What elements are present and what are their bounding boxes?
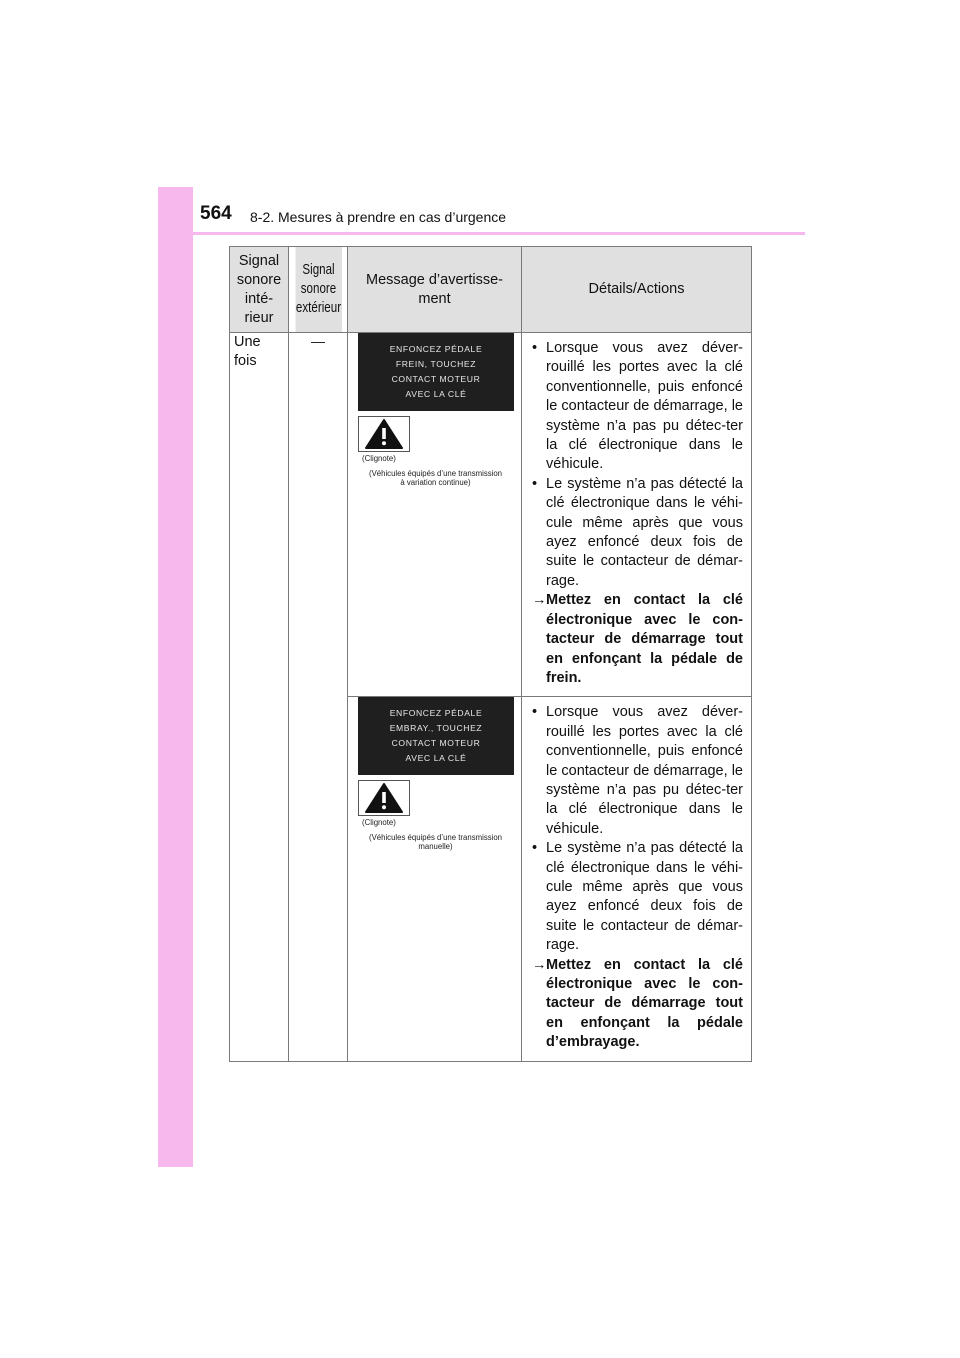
bullet-mark: • (532, 475, 538, 492)
side-color-band (158, 187, 193, 1167)
list-item: • Lorsque vous avez déver-rouillé les portes avec la clé conventionnelle, puis enfoncé le contacteur de démarrage, le système n’a pas pu détec-ter la clé électronique dans le véhicule. (532, 703, 743, 839)
list-item: • Le système n’a pas détecté la clé électronique dans le véhi-cule même après que vous ayez enfoncé deux fois de suite le contacteur de démar-rage. (532, 839, 743, 955)
warning-triangle-icon (358, 780, 410, 816)
vehicle-note: (Véhicules équipés d’une transmission manuelle) (368, 833, 503, 852)
action-item: → Mettez en contact la clé électronique avec le con-tacteur de démarrage tout en enfonçant la pédale de frein. (532, 591, 743, 688)
warning-table (229, 246, 752, 1062)
header-rule (193, 232, 805, 235)
exterior-buzzer-value: — (289, 333, 348, 1062)
section-title: 8-2. Mesures à prendre en cas d’urgence (250, 209, 507, 225)
action-item: → Mettez en contact la clé électronique avec le con-tacteur de démarrage tout en enfonçant la pédale d’embrayage. (532, 956, 743, 1053)
table-row (230, 333, 752, 697)
header-interior-buzzer: Signal sonore inté- rieur (230, 247, 289, 333)
vehicle-note: (Véhicules équipés d’une transmission à variation continue) (368, 469, 503, 487)
bullet-mark: • (532, 840, 538, 857)
multi-info-display: ENFONCEZ PÉDALE EMBRAY., TOUCHEZ CONTACT MOTEUR AVEC LA CLÉ (358, 697, 514, 775)
blink-note: (Clignote) (362, 818, 396, 828)
warning-triangle-icon (358, 416, 410, 452)
warning-message-cell (348, 697, 522, 1061)
bullet-mark: • (532, 340, 538, 356)
arrow-icon: → (532, 956, 547, 973)
header-warning-message: Message d’avertisse- ment (348, 247, 522, 333)
interior-buzzer-value: Une fois (230, 333, 289, 1062)
list-item: • Lorsque vous avez déver-rouillé les portes avec la clé conventionnelle, puis enfoncé le contacteur de démarrage, le système n’a pas pu détec-ter la clé électronique dans le véhicule. (532, 339, 743, 475)
details-cell (522, 697, 752, 1061)
list-item: • Le système n’a pas détecté la clé électronique dans le véhi-cule même après que vous ayez enfoncé deux fois de suite le contacteur de démar-rage. (532, 475, 743, 591)
header-details-actions: Détails/Actions (522, 247, 752, 333)
header-exterior-buzzer: Signal sonore extérieur (294, 247, 341, 333)
bullet-mark: • (532, 704, 538, 721)
table-header-row (230, 247, 752, 333)
details-cell (522, 333, 752, 697)
warning-message-cell (348, 333, 522, 697)
multi-info-display: ENFONCEZ PÉDALE FREIN, TOUCHEZ CONTACT MOTEUR AVEC LA CLÉ (358, 333, 514, 411)
page-number: 564 (200, 203, 232, 224)
arrow-icon: → (532, 592, 547, 609)
blink-note: (Clignote) (362, 454, 396, 463)
